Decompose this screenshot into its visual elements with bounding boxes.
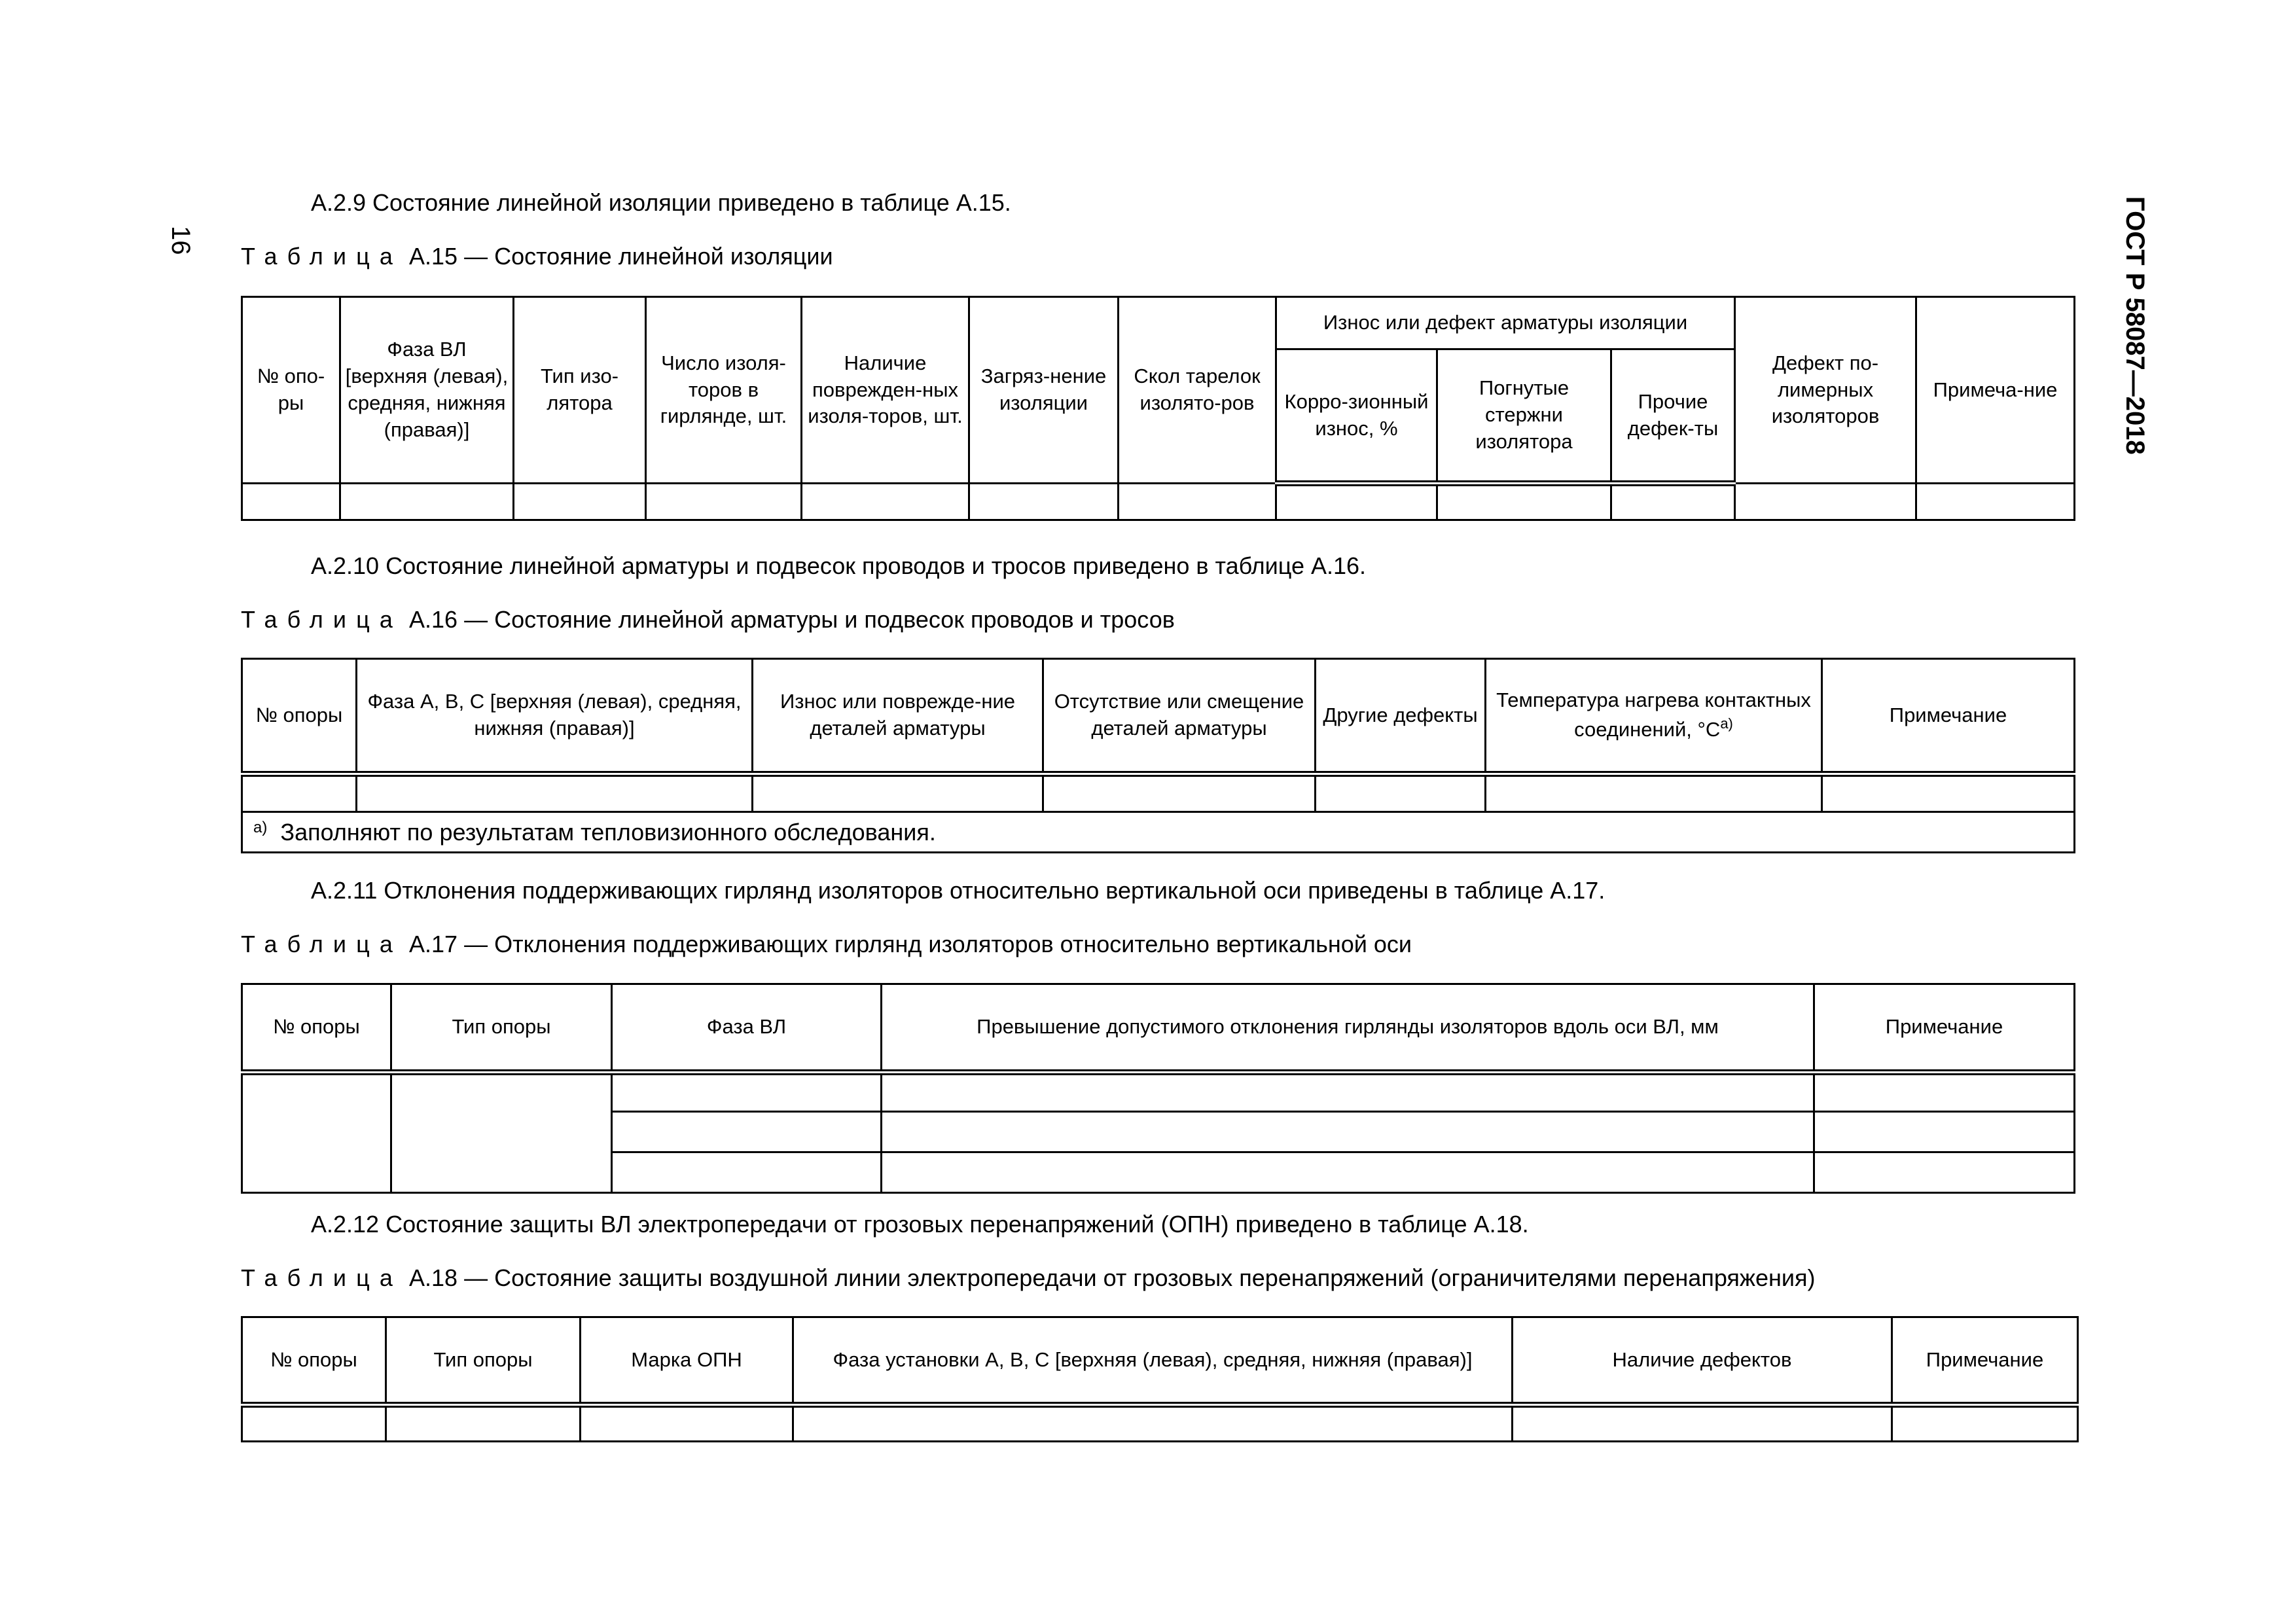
caption-text: А.18 — Состояние защиты воздушной линии электропередачи от грозовых перенапряжений (ограничителями перенапряжения) xyxy=(409,1264,1816,1291)
header-insulator-count: Число изоля-торов в гирлянде, шт. xyxy=(646,297,802,484)
paragraph-a2-12: А.2.12 Состояние защиты ВЛ электропередачи от грозовых перенапряжений (ОПН) приведено в таблице А.18. xyxy=(311,1211,1529,1238)
paragraph-a2-9: А.2.9 Состояние линейной изоляции приведено в таблице А.15. xyxy=(311,189,1011,216)
table-footnote: $^{а)}$ Заполняют по результатам тепловизионного обследования. xyxy=(242,812,2075,853)
header-support-type: Тип опоры xyxy=(386,1317,581,1405)
table-a15 xyxy=(241,296,2075,521)
header-phase: Фаза ВЛ [верхняя (левая), средняя, нижняя (правая)] xyxy=(340,297,514,484)
header-phase: Фаза установки А, В, С [верхняя (левая), средняя, нижняя (правая)] xyxy=(793,1317,1513,1405)
table-row xyxy=(242,774,2075,812)
table-row xyxy=(242,1405,2078,1442)
table-row xyxy=(242,484,2075,520)
header-damaged: Наличие поврежден-ных изоля-торов, шт. xyxy=(802,297,969,484)
caption-text: А.15 — Состояние линейной изоляции xyxy=(409,243,833,270)
header-temperature: Температура нагрева контактных соединений, °С$^{а)}$ xyxy=(1486,659,1822,774)
header-note: Примечание xyxy=(1892,1317,2078,1405)
table-a17 xyxy=(241,983,2075,1194)
caption-word: Таблица xyxy=(241,1264,403,1291)
table-row xyxy=(242,1073,2075,1112)
header-pollution: Загряз-нение изоляции xyxy=(969,297,1119,484)
header-absence: Отсутствие или смещение деталей арматуры xyxy=(1043,659,1316,774)
caption-word: Таблица xyxy=(241,243,403,270)
header-phase: Фаза ВЛ xyxy=(612,984,882,1073)
header-wear-group: Износ или дефект арматуры изоляции xyxy=(1276,297,1735,349)
header-wear: Износ или поврежде-ние деталей арматуры xyxy=(753,659,1043,774)
table-a18 xyxy=(241,1316,2079,1442)
header-note: Примечание xyxy=(1814,984,2075,1073)
page-number: 16 xyxy=(166,226,195,255)
caption-text: А.17 — Отклонения поддерживающих гирлянд изоляторов относительно вертикальной оси xyxy=(409,931,1412,957)
header-polymer-defect: Дефект по-лимерных изоляторов xyxy=(1735,297,1916,484)
header-other: Другие дефекты xyxy=(1316,659,1486,774)
header-support-no: № опоры xyxy=(242,1317,386,1405)
header-bent-rods: Погнутые стержни изолятора xyxy=(1437,349,1611,484)
header-support-no: № опоры xyxy=(242,659,357,774)
header-insulator-type: Тип изо-лятора xyxy=(514,297,646,484)
header-support-type: Тип опоры xyxy=(391,984,612,1073)
header-other-defects: Прочие дефек-ты xyxy=(1611,349,1735,484)
table-a16-caption xyxy=(241,605,1175,633)
caption-word: Таблица xyxy=(241,606,403,633)
paragraph-a2-10: А.2.10 Состояние линейной арматуры и подвесок проводов и тросов приведено в таблице А.16. xyxy=(311,552,1367,579)
header-support-no: № опо-ры xyxy=(242,297,340,484)
header-excess: Превышение допустимого отклонения гирлянды изоляторов вдоль оси ВЛ, мм xyxy=(882,984,1814,1073)
table-a18-caption xyxy=(241,1264,1816,1292)
table-a16 xyxy=(241,658,2075,853)
header-note: Примечание xyxy=(1822,659,2075,774)
header-note: Примеча-ние xyxy=(1916,297,2075,484)
table-a17-caption xyxy=(241,930,1412,958)
header-support-no: № опоры xyxy=(242,984,391,1073)
header-phase: Фаза А, В, С [верхняя (левая), средняя, нижняя (правая)] xyxy=(357,659,753,774)
paragraph-a2-11: А.2.11 Отклонения поддерживающих гирлянд изоляторов относительно вертикальной оси приведены в таблице А.17. xyxy=(311,877,1605,904)
caption-text: А.16 — Состояние линейной арматуры и подвесок проводов и тросов xyxy=(409,606,1175,633)
header-chip: Скол тарелок изолято-ров xyxy=(1119,297,1276,484)
header-defects: Наличие дефектов xyxy=(1513,1317,1892,1405)
table-a15-caption xyxy=(241,242,833,270)
header-corrosion: Корро-зионный износ, % xyxy=(1276,349,1437,484)
standard-designation: ГОСТ Р 58087—2018 xyxy=(2121,196,2149,455)
caption-word: Таблица xyxy=(241,931,403,957)
header-brand: Марка ОПН xyxy=(581,1317,793,1405)
